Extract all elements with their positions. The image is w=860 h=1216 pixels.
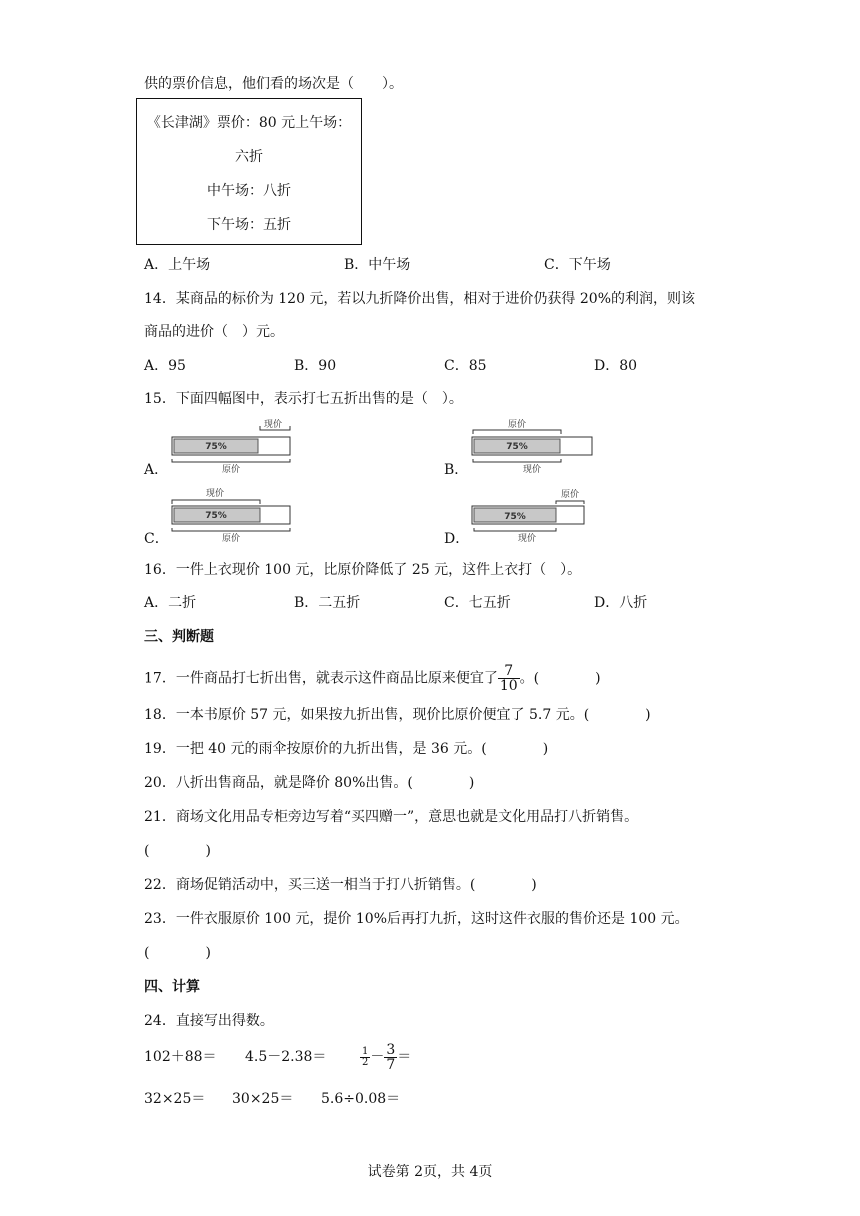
q13-option-a: A．上午场 [144, 257, 211, 273]
q13-option-b: B．中午场 [344, 257, 411, 273]
q17-text-pre: 17．一件商品打七折出售，就表示这件商品比原来便宜了 [144, 670, 498, 687]
q16-option-a: A．二折 [144, 595, 197, 611]
q24-expr-1: 102＋88＝ [144, 1049, 217, 1065]
q17 [144, 664, 601, 693]
q24-expr-5: 5.6÷0.08＝ [321, 1091, 401, 1107]
q15-option-d: D． [444, 531, 470, 547]
figure-b-bottom-label: 现价 [522, 465, 542, 474]
q15-option-b: B． [444, 462, 469, 478]
ticket-line-3: 中午场：八折 [207, 183, 291, 199]
q15-figure-a [170, 416, 294, 474]
q24-fraction-b [384, 1043, 397, 1072]
q17-fraction-denominator: 10 [499, 678, 518, 694]
q15-option-a: A． [144, 462, 169, 478]
q22: 22．商场促销活动中，买三送一相当于打八折销售。( ) [144, 877, 537, 893]
q17-fraction [498, 664, 520, 693]
q17-text-post: 。( ) [519, 670, 601, 687]
q24-fraction-a [360, 1047, 370, 1068]
figure-d-bottom-label: 现价 [517, 534, 537, 544]
q15-option-c: C． [144, 531, 169, 547]
figure-c-top-label: 现价 [205, 489, 225, 499]
figure-d-bar-label: 75% [504, 512, 526, 522]
q24-expr-3: 32×25＝ [144, 1091, 206, 1107]
figure-c-bottom-brace [172, 528, 290, 531]
figure-b-top-label: 原价 [507, 420, 527, 430]
q16-option-c: C．七五折 [444, 595, 511, 611]
q16-option-d: D．八折 [594, 595, 648, 611]
q21-line1: 21．商场文化用品专柜旁边写着“买四赠一”，意思也就是文化用品打八折销售。 [144, 809, 639, 825]
q24-fraction-equals: ＝ [397, 1049, 412, 1065]
figure-b-bar-label: 75% [506, 442, 528, 452]
q24-fraction-operator: － [370, 1049, 385, 1065]
q24-fraction-b-numerator: 3 [386, 1041, 396, 1058]
ticket-line-2: 六折 [235, 149, 263, 165]
q14-option-c: C．85 [444, 358, 487, 374]
q15-figure-b [470, 416, 594, 474]
figure-b-top-brace [473, 430, 561, 434]
q13-option-c: C．下午场 [544, 257, 611, 273]
q14-stem-line1: 14．某商品的标价为 120 元，若以九折降价出售，相对于进价仍获得 20%的利润，则该 [144, 291, 696, 307]
q23-line2: ( ) [144, 945, 211, 961]
ticket-line-1: 《长津湖》票价：80 元上午场： [146, 115, 352, 131]
ticket-price-box [136, 98, 362, 245]
figure-a-bottom-brace [172, 459, 290, 462]
q20: 20．八折出售商品，就是降价 80%出售。( ) [144, 775, 475, 791]
q24-fraction-a-numerator: 1 [362, 1045, 369, 1057]
q14-option-a: A．95 [144, 358, 186, 374]
figure-a-bar-label: 75% [205, 442, 227, 452]
q14-option-d: D．80 [594, 358, 638, 374]
q24-fraction-a-denominator: 2 [362, 1056, 369, 1068]
q19: 19．一把 40 元的雨伞按原价的九折出售，是 36 元。( ) [144, 741, 549, 757]
q15-figure-c [170, 484, 294, 544]
q15-stem: 15．下面四幅图中，表示打七五折出售的是（ ）。 [144, 391, 463, 407]
section-heading-judgement: 三、判断题 [144, 629, 214, 645]
figure-c-bottom-label: 原价 [221, 534, 241, 544]
figure-d-top-label: 原价 [560, 490, 580, 500]
q16-option-b: B．二五折 [294, 595, 361, 611]
figure-a-top-label: 现价 [263, 420, 283, 430]
q24-expr-4: 30×25＝ [232, 1091, 294, 1107]
section-heading-calculation: 四、计算 [144, 979, 200, 995]
q15-figure-d [470, 484, 594, 544]
figure-d-bottom-brace [474, 528, 556, 531]
figure-b-bottom-brace [473, 459, 561, 462]
q17-fraction-numerator: 7 [498, 664, 520, 679]
q24-stem: 24．直接写出得数。 [144, 1013, 274, 1029]
q14-option-b: B．90 [294, 358, 337, 374]
figure-d-top-brace [556, 501, 584, 504]
q24-fraction-b-denominator: 7 [386, 1056, 396, 1073]
q18: 18．一本书原价 57 元，如果按九折出售，现价比原价便宜了 5.7 元。( ) [144, 707, 651, 723]
figure-a-bottom-label: 原价 [221, 465, 241, 474]
q24-expr-fraction [360, 1040, 411, 1074]
ticket-line-4: 下午场：五折 [207, 217, 291, 233]
page-footer: 试卷第 2页，共 4页 [367, 1164, 493, 1180]
q23-line1: 23．一件衣服原价 100 元，提价 10%后再打九折，这时这件衣服的售价还是 100 元。 [144, 911, 689, 927]
q13-stem-tail: 供的票价信息，他们看的场次是（ ）。 [144, 76, 403, 92]
q24-expr-2: 4.5－2.38＝ [245, 1049, 327, 1065]
figure-c-top-brace [172, 500, 260, 504]
q16-stem: 16．一件上衣现价 100 元，比原价降低了 25 元，这件上衣打（ ）。 [144, 562, 582, 578]
q14-stem-line2: 商品的进价（ ）元。 [144, 324, 284, 340]
q21-line2: ( ) [144, 843, 211, 859]
figure-c-bar-label: 75% [205, 511, 227, 521]
